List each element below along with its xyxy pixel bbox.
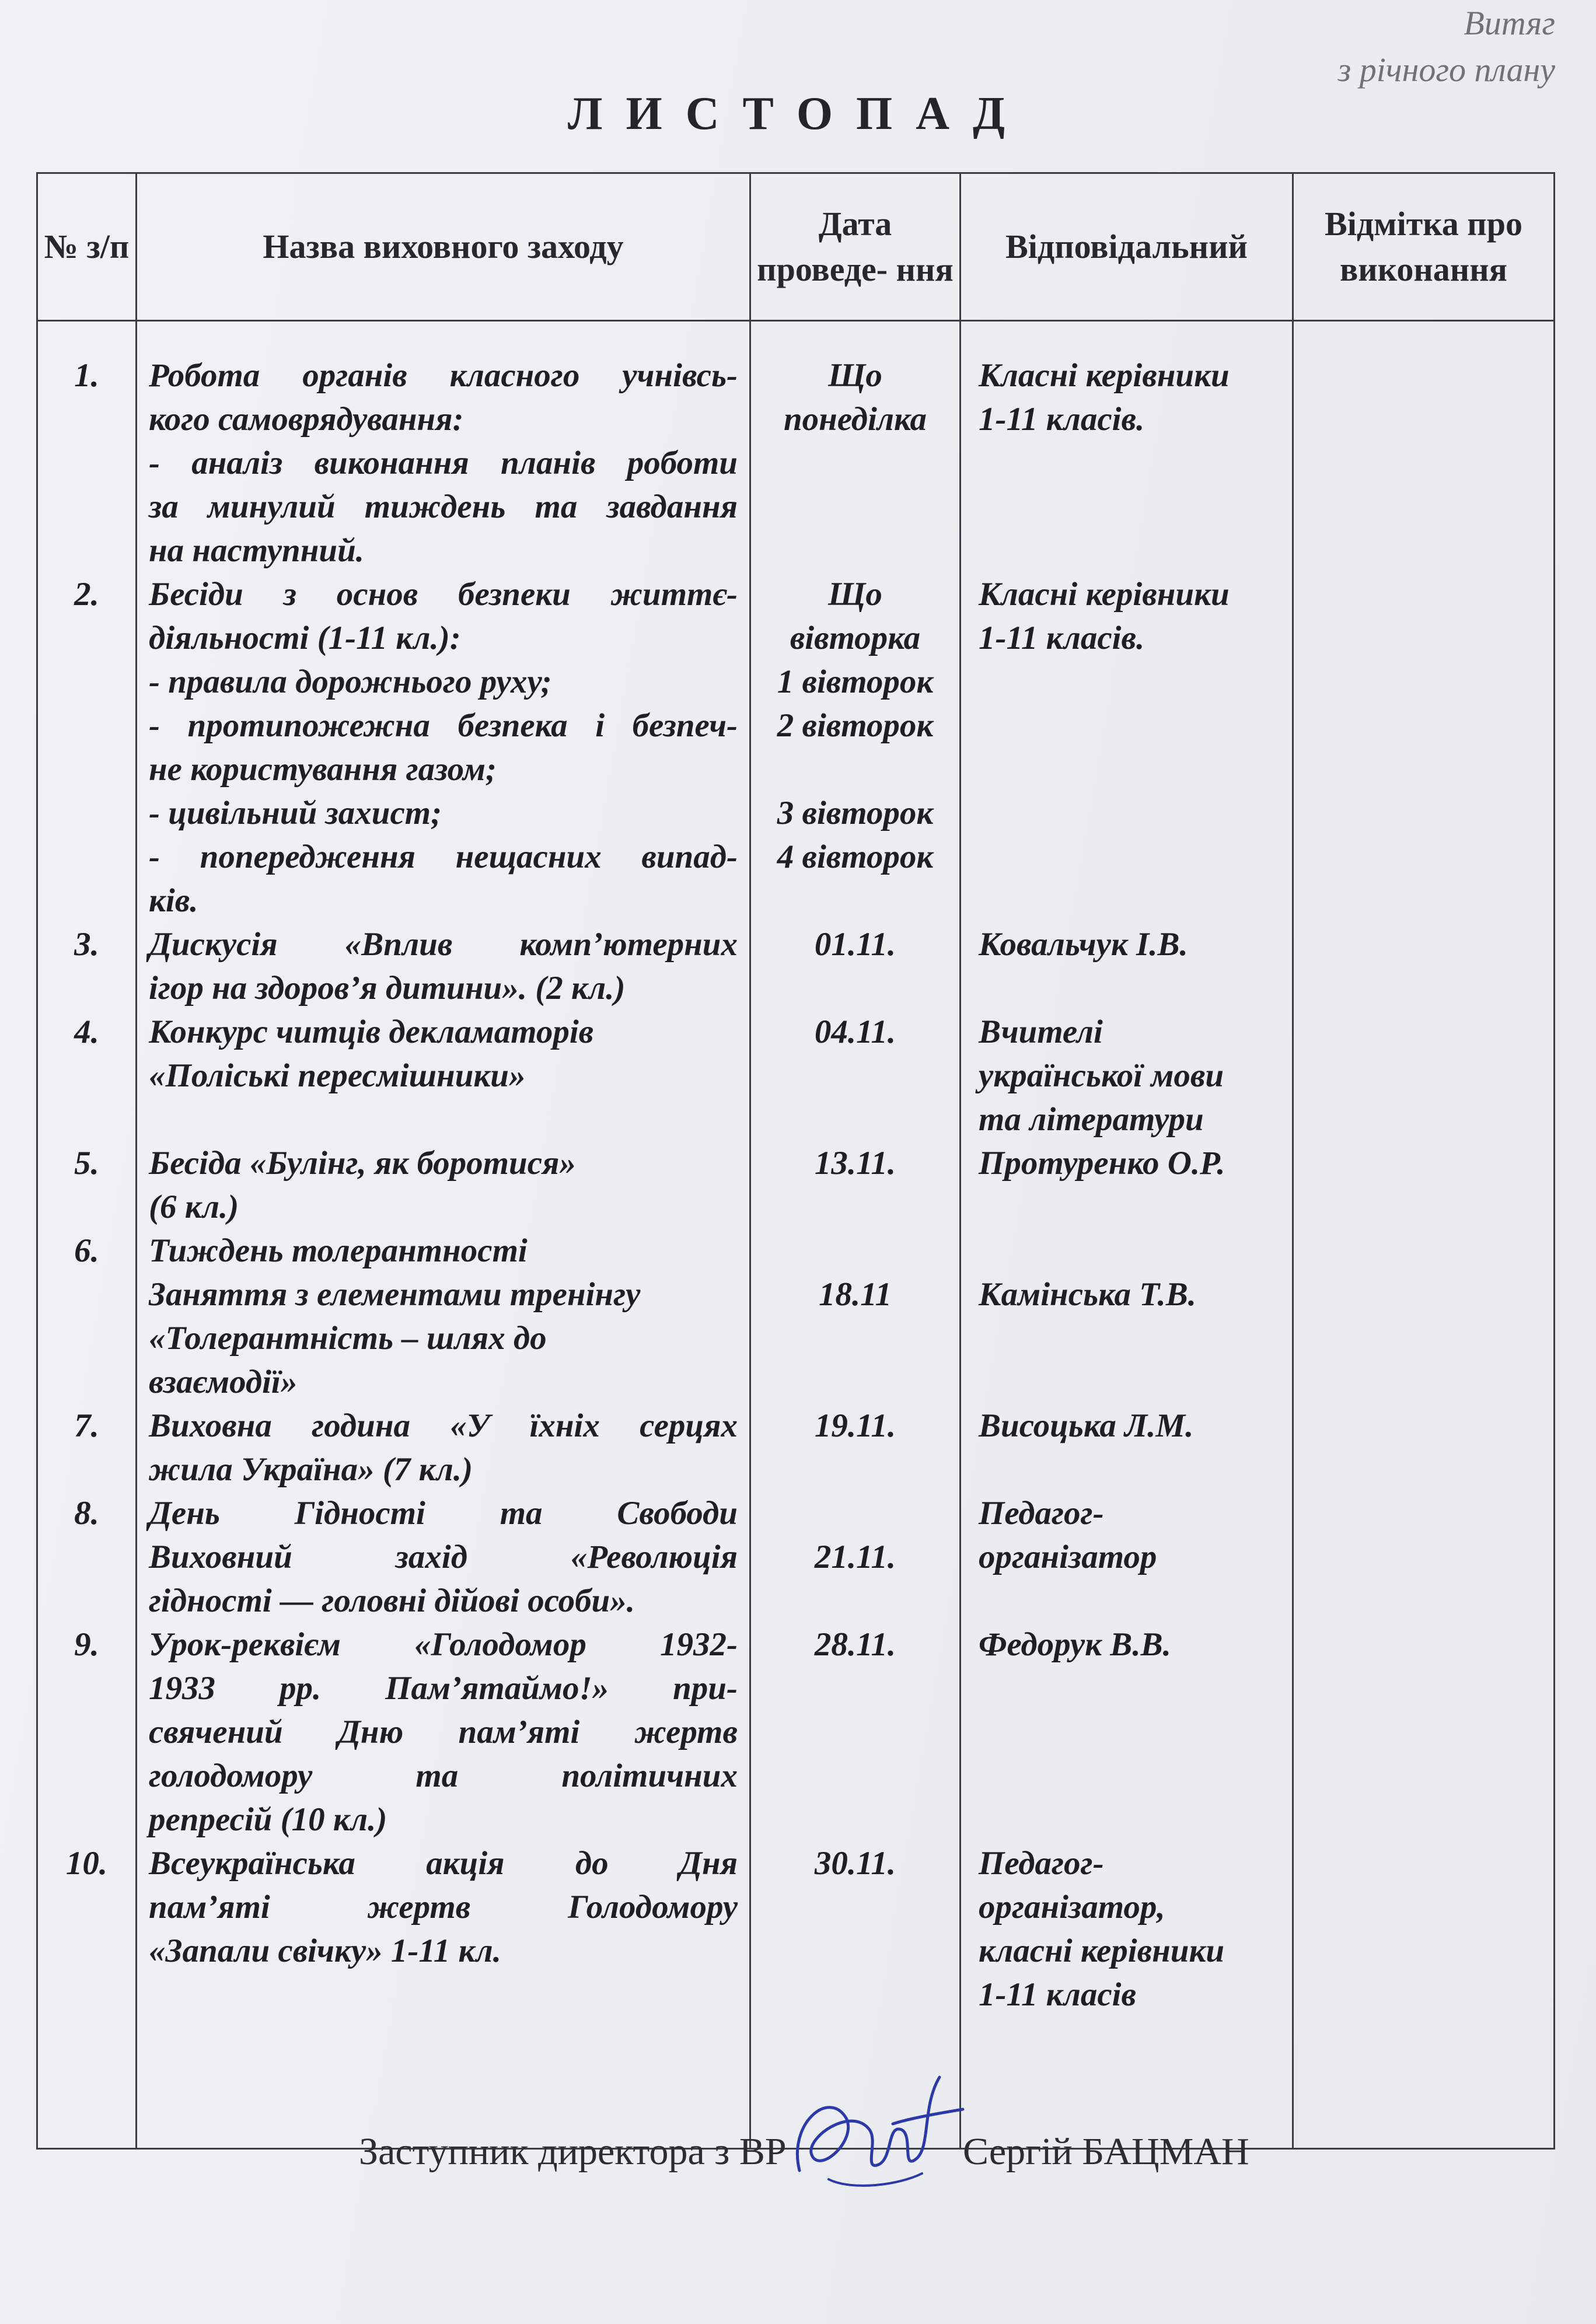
- date-line: 1 вівторок: [777, 663, 934, 700]
- responsible-line: класні керівники: [979, 1932, 1225, 1969]
- date-line: [751, 1360, 959, 1404]
- responsible-line: [961, 966, 1292, 1010]
- event-name-line: Бесіди з основ безпеки життє-: [149, 576, 738, 613]
- signer-position: Заступник директора з ВР: [359, 2130, 787, 2173]
- event-name-line: не користування газом;: [149, 751, 497, 788]
- responsible-line: [961, 879, 1292, 922]
- row-number-spacer: [38, 1929, 135, 1973]
- table-header-row: [37, 173, 1555, 321]
- event-name-line: пам’яті жертв Голодомору: [149, 1889, 738, 1925]
- row-number-spacer: [38, 704, 135, 747]
- event-name-line: Конкурс читців декламаторів: [149, 1014, 594, 1050]
- event-name-line: Заняття з елементами тренінгу: [149, 1276, 641, 1313]
- event-name-line: День Гідності та Свободи: [149, 1495, 738, 1532]
- row-number-spacer: [38, 1273, 135, 1316]
- extract-stamp: [1338, 0, 1555, 93]
- date-line: [751, 1973, 959, 2017]
- row-number-spacer: [38, 1054, 135, 1098]
- row-number-spacer: [38, 1098, 135, 1141]
- responsible-line: Педагог-: [979, 1495, 1104, 1532]
- row-number: 5.: [74, 1145, 99, 1182]
- responsible-line: [961, 1754, 1292, 1798]
- row-number: 6.: [74, 1232, 99, 1269]
- event-name-line: - цивільний захист;: [149, 795, 442, 831]
- date-line: вівторка: [790, 620, 921, 656]
- date-line: Що: [828, 357, 882, 394]
- responsible-line: 1-11 класів.: [979, 401, 1145, 438]
- date-line: [751, 1885, 959, 1929]
- row-number: 7.: [74, 1407, 99, 1444]
- header-event-name: Назва виховного заходу: [137, 173, 750, 321]
- column-numbers: [37, 321, 137, 2149]
- event-name-line: за минулий тиждень та завдання: [149, 488, 738, 525]
- date-line: [751, 1448, 959, 1491]
- event-name-line: ків.: [149, 882, 198, 919]
- row-number-spacer: [38, 1579, 135, 1623]
- event-name-line: «Запали свічку» 1-11 кл.: [149, 1932, 501, 1969]
- date-line: [751, 1579, 959, 1623]
- row-number-spacer: [38, 1666, 135, 1710]
- event-name-line: - попередження нещасних випад-: [149, 838, 738, 875]
- row-number: 8.: [74, 1495, 99, 1532]
- responsible-line: української мови: [979, 1057, 1224, 1094]
- row-number-spacer: [38, 1360, 135, 1404]
- column-event-names: [137, 321, 750, 2149]
- event-name-line: Дискусія «Вплив комп’ютерних: [149, 926, 738, 963]
- responsible-line: Класні керівники: [979, 576, 1230, 613]
- row-number-spacer: [38, 747, 135, 791]
- date-line: [751, 1098, 959, 1141]
- responsible-line: 1-11 класів: [979, 1976, 1136, 2013]
- column-responsible: [961, 321, 1293, 2149]
- responsible-line: [961, 1229, 1292, 1273]
- date-line: 3 вівторок: [777, 795, 934, 831]
- event-name-line: [137, 1973, 749, 2017]
- date-line: [751, 966, 959, 1010]
- event-name-line: жила Україна» (7 кл.): [149, 1451, 473, 1488]
- date-line: [751, 1710, 959, 1754]
- event-name-line: - правила дорожнього руху;: [149, 663, 552, 700]
- responsible-line: [961, 660, 1292, 704]
- responsible-line: Вчителі: [979, 1014, 1103, 1050]
- responsible-line: та літератури: [979, 1101, 1204, 1138]
- responsible-line: Протуренко О.Р.: [979, 1145, 1225, 1182]
- event-name-line: Тиждень толерантності: [149, 1232, 528, 1269]
- header-responsible: Відповідальний: [961, 173, 1293, 321]
- event-name-line: свячений Дню пам’яті жертв: [149, 1714, 738, 1750]
- event-name-line: Робота органів класного учнівсь-: [149, 357, 738, 394]
- responsible-line: [961, 441, 1292, 485]
- date-line: 18.11: [818, 1276, 892, 1313]
- date-line: [751, 441, 959, 485]
- row-number-spacer: [38, 835, 135, 879]
- row-number-spacer: [38, 441, 135, 485]
- row-number-spacer: [38, 660, 135, 704]
- responsible-line: Камінська Т.В.: [979, 1276, 1197, 1313]
- header-completion-mark: Відмітка про виконання: [1293, 173, 1555, 321]
- date-line: 21.11.: [814, 1539, 896, 1575]
- event-name-line: Бесіда «Булінг, як боротися»: [149, 1145, 576, 1182]
- date-line: 04.11.: [814, 1014, 896, 1050]
- date-line: [751, 1185, 959, 1229]
- row-number-spacer: [38, 1316, 135, 1360]
- event-name-line: [137, 1098, 749, 1141]
- row-number: 10.: [65, 1845, 108, 1882]
- row-number-spacer: [38, 485, 135, 529]
- stamp-line-2: з річного плану: [1337, 51, 1555, 89]
- event-name-line: Виховний захід «Революція: [149, 1539, 738, 1575]
- event-name-line: - аналіз виконання планів роботи: [149, 445, 738, 481]
- responsible-line: [961, 1360, 1292, 1404]
- responsible-line: Висоцька Л.М.: [979, 1407, 1194, 1444]
- responsible-line: Ковальчук І.В.: [979, 926, 1188, 963]
- date-line: [751, 1491, 959, 1535]
- column-completion-mark: [1293, 321, 1555, 2149]
- date-line: понеділка: [783, 401, 927, 438]
- row-number-spacer: [38, 616, 135, 660]
- row-number: 1.: [74, 357, 99, 394]
- date-line: [751, 1929, 959, 1973]
- responsible-line: [961, 791, 1292, 835]
- event-name-line: на наступний.: [149, 532, 365, 569]
- table-body-row: [37, 321, 1555, 2149]
- date-line: [751, 879, 959, 922]
- signature-block: [0, 2124, 1596, 2211]
- date-line: [751, 1754, 959, 1798]
- date-line: 01.11.: [814, 926, 896, 963]
- event-name-line: репресій (10 кл.): [149, 1801, 387, 1838]
- responsible-line: [961, 529, 1292, 572]
- event-name-line: Виховна година «У їхніх серцях: [149, 1407, 738, 1444]
- event-name-line: Урок-реквієм «Голодомор 1932-: [149, 1626, 738, 1663]
- handwritten-signature: [776, 2054, 969, 2206]
- event-name-line: «Поліські пересмішники»: [149, 1057, 526, 1094]
- responsible-line: [961, 1579, 1292, 1623]
- responsible-line: [961, 747, 1292, 791]
- row-number-spacer: [38, 1885, 135, 1929]
- event-name-line: - протипожежна безпека і безпеч-: [149, 707, 738, 744]
- responsible-line: організатор,: [979, 1889, 1165, 1925]
- responsible-line: 1-11 класів.: [979, 620, 1145, 656]
- responsible-line: [961, 1798, 1292, 1841]
- date-line: [751, 485, 959, 529]
- date-line: [751, 529, 959, 572]
- date-line: Що: [828, 576, 882, 613]
- row-number-spacer: [38, 529, 135, 572]
- event-name-line: гідності — головні дійові особи».: [149, 1582, 635, 1619]
- responsible-line: Федорук В.В.: [979, 1626, 1171, 1663]
- date-line: 19.11.: [814, 1407, 896, 1444]
- responsible-line: організатор: [979, 1539, 1157, 1575]
- date-line: 28.11.: [814, 1626, 896, 1663]
- row-number-spacer: [38, 1710, 135, 1754]
- event-name-line: кого самоврядування:: [149, 401, 464, 438]
- row-number-spacer: [38, 1448, 135, 1491]
- row-number-spacer: [38, 966, 135, 1010]
- row-number-spacer: [38, 1754, 135, 1798]
- responsible-line: [961, 835, 1292, 879]
- row-number: 4.: [74, 1014, 99, 1050]
- header-date: Дата проведе- ння: [750, 173, 961, 321]
- event-name-line: голодомору та політичних: [149, 1757, 738, 1794]
- responsible-line: Класні керівники: [979, 357, 1230, 394]
- column-dates: [750, 321, 961, 2149]
- responsible-line: [961, 704, 1292, 747]
- responsible-line: [961, 1448, 1292, 1491]
- event-name-line: «Толерантність – шлях до: [149, 1320, 547, 1357]
- date-line: [751, 1316, 959, 1360]
- date-line: [751, 1798, 959, 1841]
- event-name-line: Всеукраїнська акція до Дня: [149, 1845, 738, 1882]
- row-number-spacer: [38, 879, 135, 922]
- responsible-line: [961, 1666, 1292, 1710]
- date-line: 2 вівторок: [777, 707, 934, 744]
- row-number-spacer: [38, 1535, 135, 1579]
- row-number-spacer: [38, 1973, 135, 2017]
- date-line: 13.11.: [814, 1145, 896, 1182]
- date-line: [751, 1054, 959, 1098]
- signer-name: Сергій БАЦМАН: [963, 2130, 1249, 2173]
- events-table: [36, 172, 1555, 2150]
- row-number: 3.: [74, 926, 99, 963]
- responsible-line: [961, 1316, 1292, 1360]
- responsible-line: [961, 1185, 1292, 1229]
- event-name-line: ігор на здоров’я дитини». (2 кл.): [149, 970, 626, 1007]
- date-line: 4 вівторок: [777, 838, 934, 875]
- event-name-line: (6 кл.): [149, 1189, 239, 1225]
- date-line: 30.11.: [814, 1845, 896, 1882]
- row-number-spacer: [38, 1798, 135, 1841]
- stamp-line-1: Витяг: [1464, 4, 1555, 42]
- event-name-line: діяльності (1-11 кл.):: [149, 620, 461, 656]
- page-title: ЛИСТОПАД: [567, 88, 1029, 139]
- row-number-spacer: [38, 791, 135, 835]
- date-line: [751, 747, 959, 791]
- row-number: 9.: [74, 1626, 99, 1663]
- row-number-spacer: [38, 397, 135, 441]
- date-line: [751, 1229, 959, 1273]
- event-name-line: 1933 рр. Пам’ятаймо!» при-: [149, 1670, 738, 1707]
- date-line: [751, 1666, 959, 1710]
- responsible-line: [961, 485, 1292, 529]
- event-name-line: взаємодії»: [149, 1364, 298, 1400]
- row-number: 2.: [74, 576, 99, 613]
- header-num: № з/п: [37, 173, 137, 321]
- row-number-spacer: [38, 1185, 135, 1229]
- responsible-line: [961, 1710, 1292, 1754]
- responsible-line: Педагог-: [979, 1845, 1104, 1882]
